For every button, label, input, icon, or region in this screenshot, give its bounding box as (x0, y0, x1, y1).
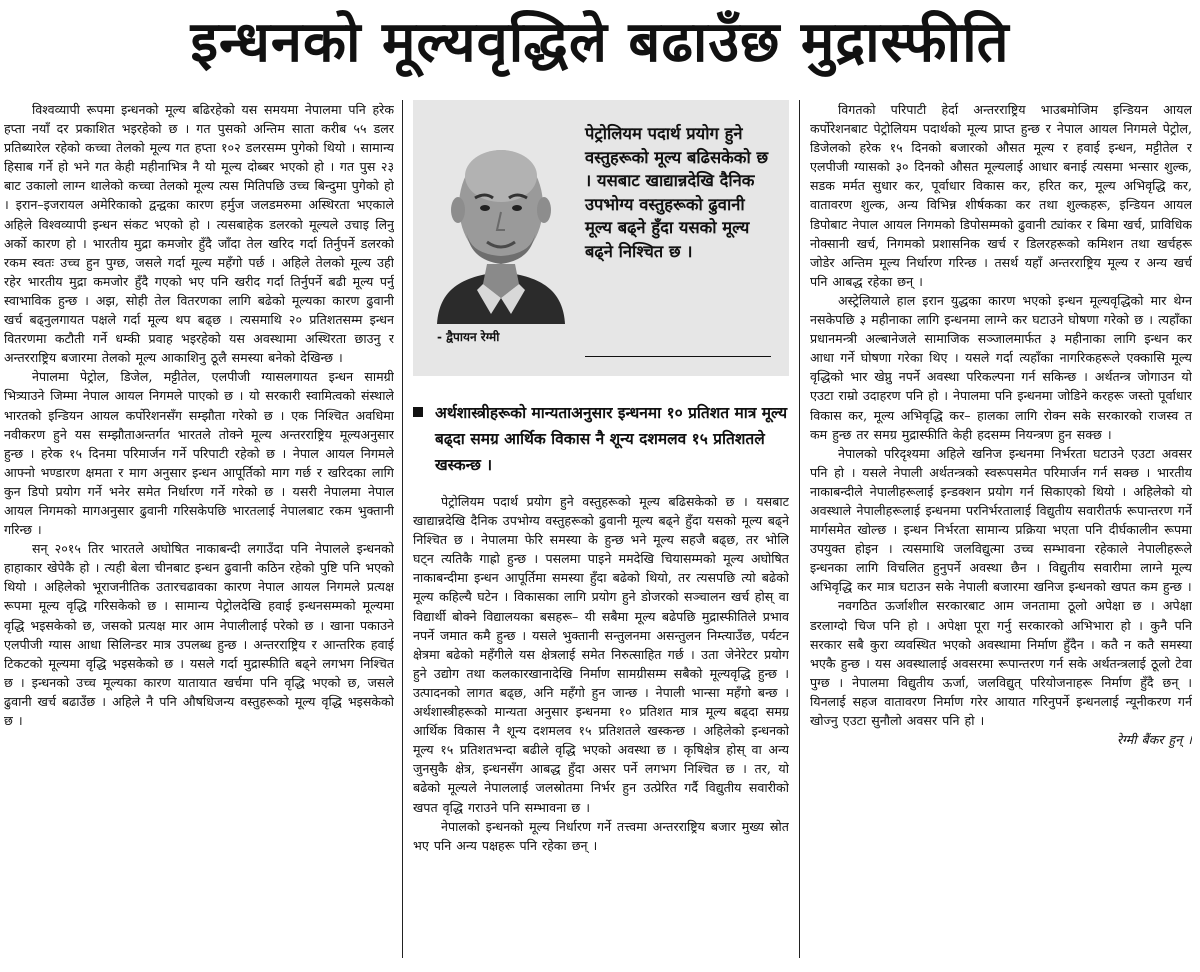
article-paragraph: विश्वव्यापी रूपमा इन्धनको मूल्य बढिरहेको यस समयमा नेपालमा पनि हरेक हप्ता नयाँ दर प्रकाशित भइरहेको छ । गत पुसको अन्तिम साता करीब ५५ डलर प्रतिब्यारेल रहेको कच्चा तेलको मूल्य गत हप्ता १०२ डलरसम्म पुगेको थियो । सामान्य हिसाब गर्ने हो भने गत केही महीनाभित्र नै यो मूल्य दोब्बर भएको हो । गत पुस २३ बाट उकालो लाग्न थालेको कच्चा तेलको मूल्य त्यस मितिपछि उच्च बिन्दुमा पुगेको हो । इरान–इजरायल अमेरिकाको द्वन्द्वका कारण हर्मुज जलडमरुमा अस्थिरता भएकाले अहिले विश्वव्यापी इन्धन संकट भएको हो । त्यसबाहेक डलरको मूल्यले उचाइ लिनु अर्को कारण हो । भारतीय मुद्रा कमजोर हुँदै जाँदा तेल खरिद गर्दा तिर्नुपर्ने डलरको रकम स्वतः उच्च हुन पुग्छ, जसले गर्दा मूल्य महँगो पर्छ । अहिले तेलको मूल्य उही रहेर भारतीय मुद्रा कमजोर हुँदै गएको भए पनि खरीद गर्दा तिर्नुपर्ने बढी मूल्य पर्नु स्वाभाविक हुन्छ । अझ, सोही तेल वितरणका लागि बढेको मूल्यका कारण ढुवानी खर्च बढ्नुलगायत पक्षले गर्दा मूल्य थप बढ्छ । त्यसमाथि २० प्रतिशतसम्म इन्धन वितरणमा कटौती गर्ने धम्की प्रवाह भइरहेको यस अवस्थामा अस्थिरता छाउनु र अन्तरराष्ट्रिय बजारमा तेलको मूल्य आकाशिनु ठूलै समस्या बनेको देखिन्छ । (4, 102, 394, 366)
article-paragraph: विगतको परिपाटी हेर्दा अन्तरराष्ट्रिय भाउबमोजिम इन्डियन आयल कर्पोरेशनबाट पेट्रोलियम पदार्थको मूल्य प्राप्त हुन्छ र नेपाल आयल निगमले पेट्रोल, डिजेलको हरेक १५ दिनको बजारको औसत मूल्य र हवाई इन्धन, मट्टीतेल र एलपीजी ग्यासको ३० दिनको औसत मूल्यलाई आधार बनाई त्यसमा भन्सार शुल्क, सडक मर्मत सुधार कर, पूर्वाधार विकास कर, हरित कर, मूल्य अभिवृद्धि कर, वातावरण शुल्क, अन्य विभिन्न शीर्षकका कर तथा शुल्कहरू, इन्डियन आयल डिपोबाट नेपाल आयल निगमको डिपोसम्मको ढुवानी ट्यांकर र बिमा खर्च, प्राविधिक नोक्सानी खर्च, निगमको प्रशासनिक खर्च र डिलरहरूको कमिशन तथा खर्चहरू जोडेर अन्तिम मूल्य निर्धारण गरिन्छ । तसर्थ यहाँ अन्तरराष्ट्रिय मूल्य र अन्य खर्च पनि आबद्ध रहेका छन् । (810, 102, 1192, 289)
quote-underline (585, 356, 771, 357)
author-signature: रेग्मी बैंकर हुन् । (1117, 732, 1192, 748)
photo-caption: - द्वैपायन रेग्मी (437, 330, 500, 344)
article-headline: इन्धनको मूल्यवृद्धिले बढाउँछ मुद्रास्फीति (190, 10, 1010, 75)
author-photo (431, 114, 571, 324)
article-column-2 (413, 492, 789, 962)
column-divider (799, 100, 800, 958)
column-divider (402, 100, 403, 958)
article-column-1 (4, 100, 394, 960)
article-paragraph: पेट्रोलियम पदार्थ प्रयोग हुने वस्तुहरूको मूल्य बढिसकेको छ । यसबाट खाद्यान्नदेखि दैनिक उपभोग्य वस्तुहरूको ढुवानी मूल्य बढ्ने हुँदा यसको मूल्य बढ्ने निश्चित छ । नेपालमा फेरि समस्या के हुन्छ भने मूल्य सहजै बढ्छ, तर भोलि घट्न त्यतिकै गाह्रो हुन्छ । पसलमा पाइने ममदेखि चियासम्मको मूल्य अघोषित नाकाबन्दीमा इन्धन आपूर्तिमा समस्या हुँदा बढेको थियो, तर त्यसपछि त्यो बढेको मूल्य कहिल्यै घटेन । विकासका लागि प्रयोग हुने डोजरको सञ्चालन खर्च होस् वा विद्यार्थी बोक्ने विद्यालयका बसहरू– यी सबैमा मूल्य बढेपछि मुद्रास्फीतिले प्रभाव नपर्ने जमात कमै हुन्छ । यसले भुक्तानी सन्तुलनमा असन्तुलन निम्त्याउँछ, पर्यटन क्षेत्रमा बढेको महँगीले यस क्षेत्रलाई समेत निरुत्साहित गर्छ । उता जेनेरेटर प्रयोग हुने उद्योग तथा कलकारखानादेखि निर्माण सामग्रीसम्म सबैको मूल्यवृद्धि हुन्छ । उत्पादनको लागत बढ्छ, अनि महँगो हुन जान्छ । नेपाली भान्सा महँगो बन्छ । अर्थशास्त्रीहरूको मान्यता अनुसार इन्धनमा १० प्रतिशत मात्र मूल्य बढ्दा समग्र आर्थिक विकास नै शून्य दशमलव १५ प्रतिशतले खस्कन्छ । अहिलेको इन्धनको मूल्य १५ प्रतिशतभन्दा बढीले वृद्धि भएको अवस्था छ । कृषिक्षेत्र होस् वा अन्य जुनसुकै क्षेत्र, इन्धनसँग आबद्ध हुँदा असर पर्ने लगभग निश्चित छ । तर, यो बढेको मूल्यले नेपाललाई जलस्रोतमा निर्भर हुन उत्प्रेरित गर्दै विद्युतीय सवारीको खपत वृद्धि गराउने पनि सम्भावना छ । (413, 494, 789, 815)
highlight-quote: पेट्रोलियम पदार्थ प्रयोग हुने वस्तुहरूको मूल्य बढिसकेको छ । यसबाट खाद्यान्नदेखि दैनिक उपभोग्य वस्तुहरूको ढुवानी मूल्य बढ्ने हुँदा यसको मूल्य बढ्ने निश्चित छ । (585, 124, 769, 261)
pull-quote-text: अर्थशास्त्रीहरूको मान्यताअनुसार इन्धनमा १० प्रतिशत मात्र मूल्य बढ्दा समग्र आर्थिक विकास नै शून्य दशमलव १५ प्रतिशतले खस्कन्छ । (435, 404, 788, 474)
article-paragraph: नेपालको इन्धनको मूल्य निर्धारण गर्ने तत्त्वमा अन्तरराष्ट्रिय बजार मुख्य स्रोत भए पनि अन्य पक्षहरू पनि रहेका छन् । (413, 818, 789, 853)
pull-quote (413, 400, 789, 478)
article-paragraph: नवगठित ऊर्जाशील सरकारबाट आम जनतामा ठूलो अपेक्षा छ । अपेक्षा डरलाग्दो चिज पनि हो । अपेक्षा पूरा गर्नु सरकारको अभिभारा हो । कुनै पनि सरकार सबै कुरा व्यवस्थित भएको अवस्थामा निर्माण हुँदैन । कतै न कतै समस्या भएकै हुन्छ । यस अवस्थालाई अवसरमा रूपान्तरण गर्न सके अर्थतन्त्रलाई ठूलो टेवा पुग्छ । नेपालमा विद्युतीय ऊर्जा, जलविद्युत् परियोजनाहरू निर्माण हुँदै छन् । यिनलाई सहज वातावरण निर्माण गरेर आयात गरिनुपर्ने इन्धनलाई न्यूनीकरण गर्न खोज्नु एउटा सुनौलो अवसर पनि हो । (810, 598, 1192, 728)
article-column-3 (810, 100, 1192, 960)
square-bullet-icon (413, 407, 423, 417)
article-paragraph: नेपालको परिदृश्यमा अहिले खनिज इन्धनमा निर्भरता घटाउने एउटा अवसर पनि हो । यसले नेपाली अर्थतन्त्रको स्वरूपसमेत परिमार्जन गर्न सक्छ । भारतीय नाकाबन्दीले नेपालीहरूलाई इन्डक्शन प्रयोग गर्न सिकाएको थियो । अहिलेको यो अवस्थाले नेपालीहरूलाई इन्धनमा परनिर्भरतालाई विद्युतीय सवारीतर्फ रूपान्तरण गर्ने मार्गसमेत खोल्छ । इन्धन निर्भरता सामान्य प्रक्रिया भएता पनि दीर्घकालीन रूपमा उपयुक्त होइन । त्यसमाथि जलविद्युत्मा उच्च सम्भावना रहेकाले नेपालीहरूले इन्धनका लागि विचलित हुनुपर्ने अवस्था छैन । विद्युतीय सवारीमा लाग्ने मूल्य अभिवृद्धि कर मात्र घटाउन सके नेपाली बजारमा खनिज इन्धनको खपत कम हुन्छ । (810, 445, 1192, 595)
article-paragraph: नेपालमा पेट्रोल, डिजेल, मट्टीतेल, एलपीजी ग्यासलगायत इन्धन सामग्री भित्र्याउने जिम्मा नेपाल आयल निगमले पाएको छ । यो सरकारी स्वामित्वको संस्थाले भारतको इन्डियन आयल कर्पोरेशनसँग सम्झौता गरेको छ । एक निश्चित अवधिमा नवीकरण हुने यस सम्झौताअन्तर्गत भारतले तोक्ने मूल्य अन्तरराष्ट्रिय मूल्यअनुसार हुन्छ । हरेक १५ दिनमा परिमार्जन गर्ने परिपाटी रहेको छ । नेपाल आयल निगमले आफ्नो भण्डारण क्षमता र माग अनुसार इन्धन आपूर्तिको माग गर्छ र खरिदका लागि कुन डिपो प्रयोग गर्ने भनेर समेत निर्धारण गर्ने गरेको छ । यसरी नेपालमा नेपाल आयल निगमको मागअनुसार ढुवानी गरिसकेपछि भारतलाई नेपालबाट रकम भुक्तानी गरिन्छ । (4, 369, 394, 538)
author-portrait-illustration (431, 114, 571, 324)
article-paragraph: अस्ट्रेलियाले हाल इरान युद्धका कारण भएको इन्धन मूल्यवृद्धिको मार थेग्न नसकेपछि ३ महीनाका लागि इन्धनमा लाग्ने कर घटाउने घोषणा गरेको छ । त्यहाँका प्रधानमन्त्री अल्बानेजले सामाजिक सञ्जालमार्फत ३ महीनाका लागि इन्धन कर आधा गर्ने घोषणा गरेका थिए । यसले गर्दा त्यहाँका नागरिकहरूले एक्कासि मूल्य वृद्धिको भार खेप्नु नपर्ने अवस्था परिकल्पना गर्न सकिन्छ । अर्थतन्त्र जोगाउन यो एउटा राम्रो उदाहरण पनि हो । नेपालमा पनि इन्धनमा जोडिने करहरू जस्तो पूर्वाधार विकास कर, मूल्य अभिवृद्धि कर– हालका लागि रोक्न सके सरकारको राजस्व त कम हुन्छ तर समग्र मुद्रास्फीति केही हदसम्म नियन्त्रण हुन सक्छ । (810, 292, 1192, 442)
author-quote-box (413, 100, 789, 376)
article-paragraph: सन् २०१५ तिर भारतले अघोषित नाकाबन्दी लगाउँदा पनि नेपालले इन्धनको हाहाकार खेपेकै हो । त्यही बेला चीनबाट इन्धन ढुवानी कठिन रहेको पुष्टि पनि भएको थियो । अहिलेको भूराजनीतिक उतारचढावका कारण नेपाल आयल निगमले प्रत्यक्ष रूपमा मूल्य वृद्धि गरिसकेको छ । सामान्य पेट्रोलदेखि हवाई इन्धनसम्मको मूल्यमा वृद्धि भइसकेको छ, जसको प्रत्यक्ष मार आम नेपालीलाई परेको छ । खाना पकाउने एलपीजी ग्यास आधा सिलिन्डर मात्र उपलब्ध हुन्छ । अन्तरराष्ट्रिय र आन्तरिक हवाई टिकटको मूल्यमा वृद्धि भइसकेको छ । यसले गर्दा मुद्रास्फीति बढ्ने लगभग निश्चित छ । इन्धनको उच्च मूल्यका कारण यातायात खर्चमा पनि वृद्धि भएको छ, जसले ढुवानी खर्च बढाउँछ । अहिले नै पनि औषधिजन्य वस्तुहरूको मूल्य वृद्धि भइसकेको छ । (4, 541, 394, 728)
